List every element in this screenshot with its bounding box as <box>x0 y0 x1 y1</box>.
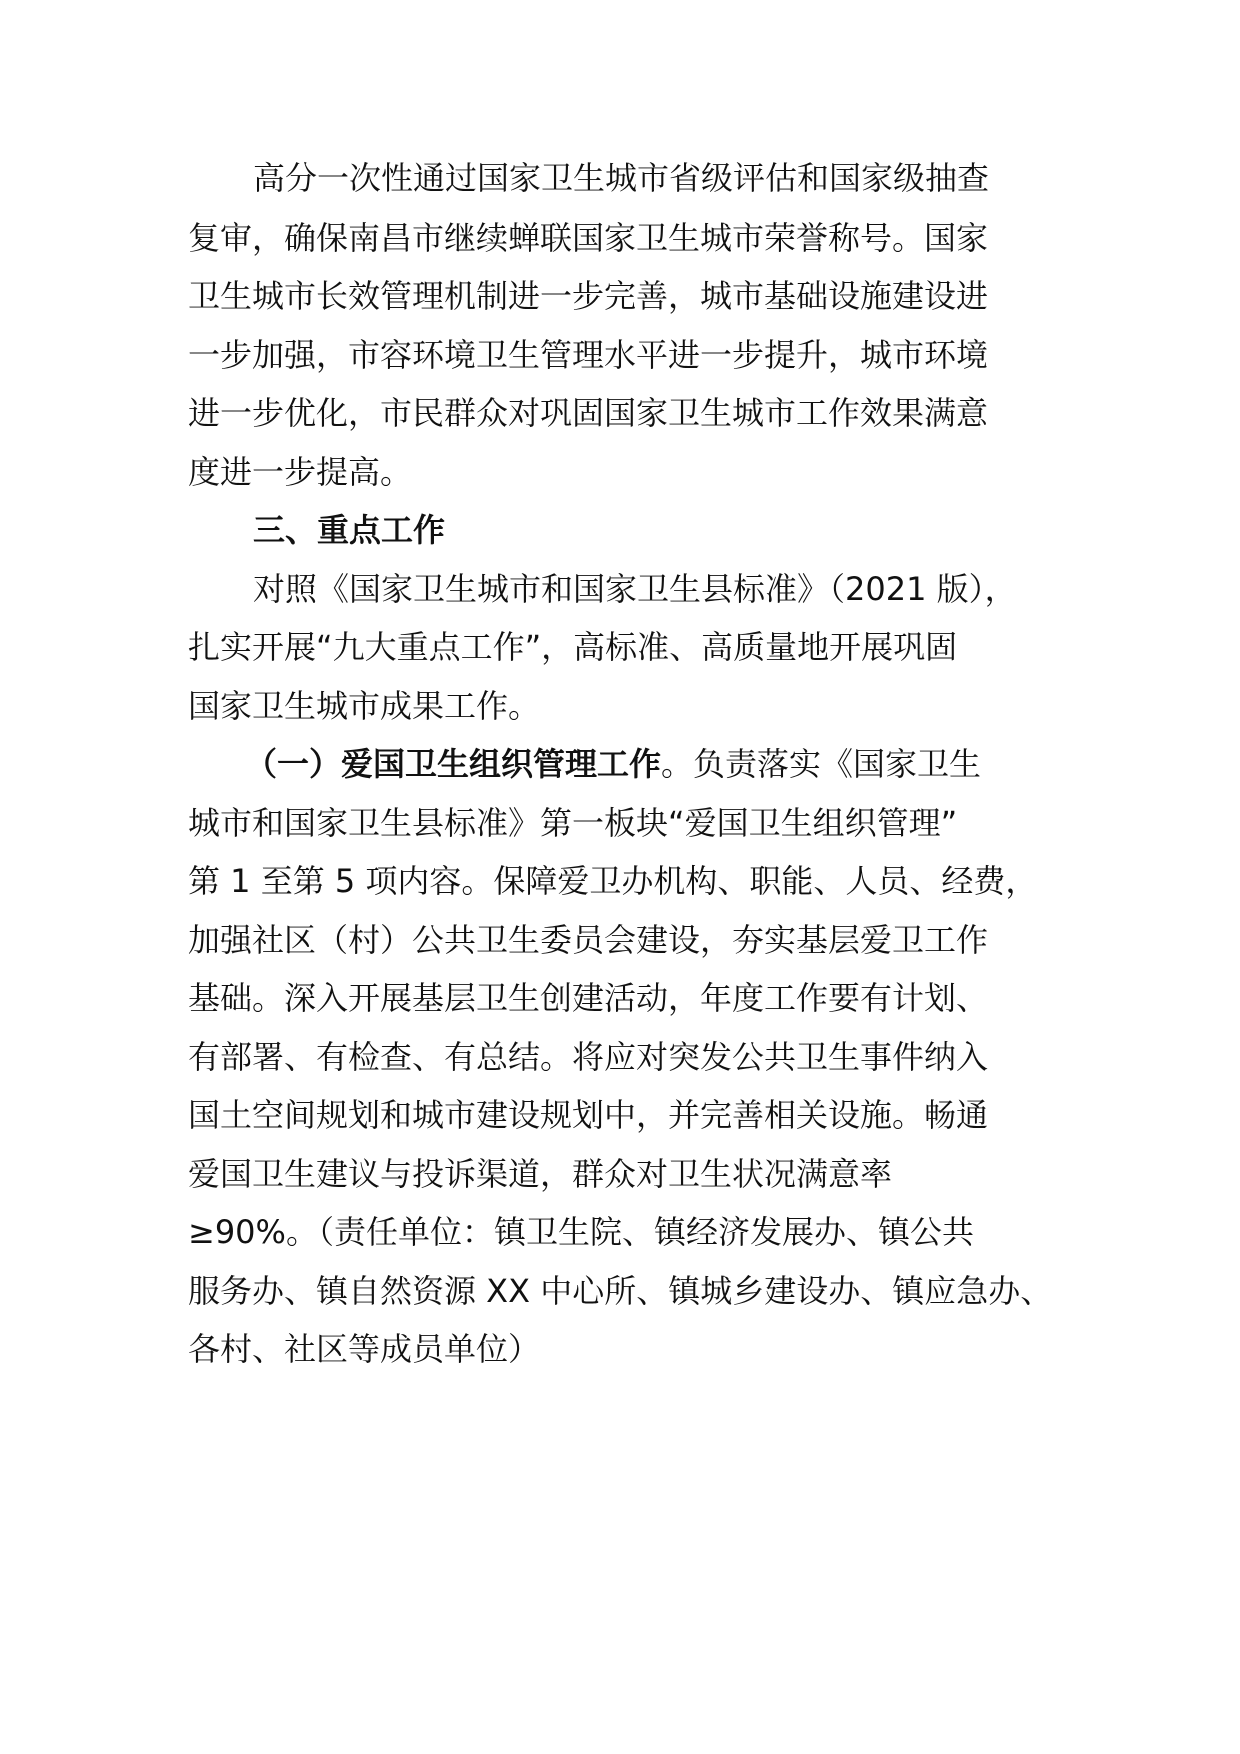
section-heading: 三、重点工作 <box>253 511 446 549</box>
paragraph-line: 加强社区（村）公共卫生委员会建设，夯实基层爱卫工作 <box>188 921 989 959</box>
paragraph-line: 第 1 至第 5 项内容。保障爱卫办机构、职能、人员、经费， <box>188 862 1038 900</box>
paragraph-line: 进一步优化，市民群众对巩固国家卫生城市工作效果满意 <box>188 394 989 432</box>
paragraph-line: 扎实开展“九大重点工作”，高标准、高质量地开展巩固 <box>188 628 958 666</box>
paragraph-line: 城市和国家卫生县标准》第一板块“爱国卫生组织管理” <box>188 804 958 842</box>
paragraph-line: 度进一步提高。 <box>188 453 413 491</box>
paragraph-line: 复审，确保南昌市继续蝉联国家卫生城市荣誉称号。国家 <box>188 219 989 257</box>
subsection-heading: （一）爱国卫生组织管理工作 <box>245 745 662 783</box>
paragraph-line: 高分一次性通过国家卫生城市省级评估和国家级抽查 <box>253 159 990 197</box>
paragraph-line: 有部署、有检查、有总结。将应对突发公共卫生事件纳入 <box>188 1038 989 1076</box>
paragraph-line: 爱国卫生建议与投诉渠道，群众对卫生状况满意率 <box>188 1155 893 1193</box>
paragraph-line: 基础。深入开展基层卫生创建活动，年度工作要有计划、 <box>188 979 989 1017</box>
paragraph-line: 各村、社区等成员单位） <box>188 1330 541 1368</box>
paragraph-line: 国家卫生城市成果工作。 <box>188 687 541 725</box>
paragraph-text: 。负责落实《国家卫生 <box>661 745 982 783</box>
paragraph-line: 服务办、镇自然资源 XX 中心所、镇城乡建设办、镇应急办、 <box>188 1272 1053 1310</box>
paragraph-line: ≥90%。（责任单位：镇卫生院、镇经济发展办、镇公共 <box>188 1213 974 1251</box>
paragraph-line: 国土空间规划和城市建设规划中，并完善相关设施。畅通 <box>188 1096 989 1134</box>
paragraph-line: 卫生城市长效管理机制进一步完善，城市基础设施建设进 <box>188 277 989 315</box>
subsection-line <box>245 734 981 794</box>
paragraph-line: 一步加强，市容环境卫生管理水平进一步提升，城市环境 <box>188 336 989 374</box>
paragraph-line: 对照《国家卫生城市和国家卫生县标准》（2021 版）， <box>253 570 1017 608</box>
